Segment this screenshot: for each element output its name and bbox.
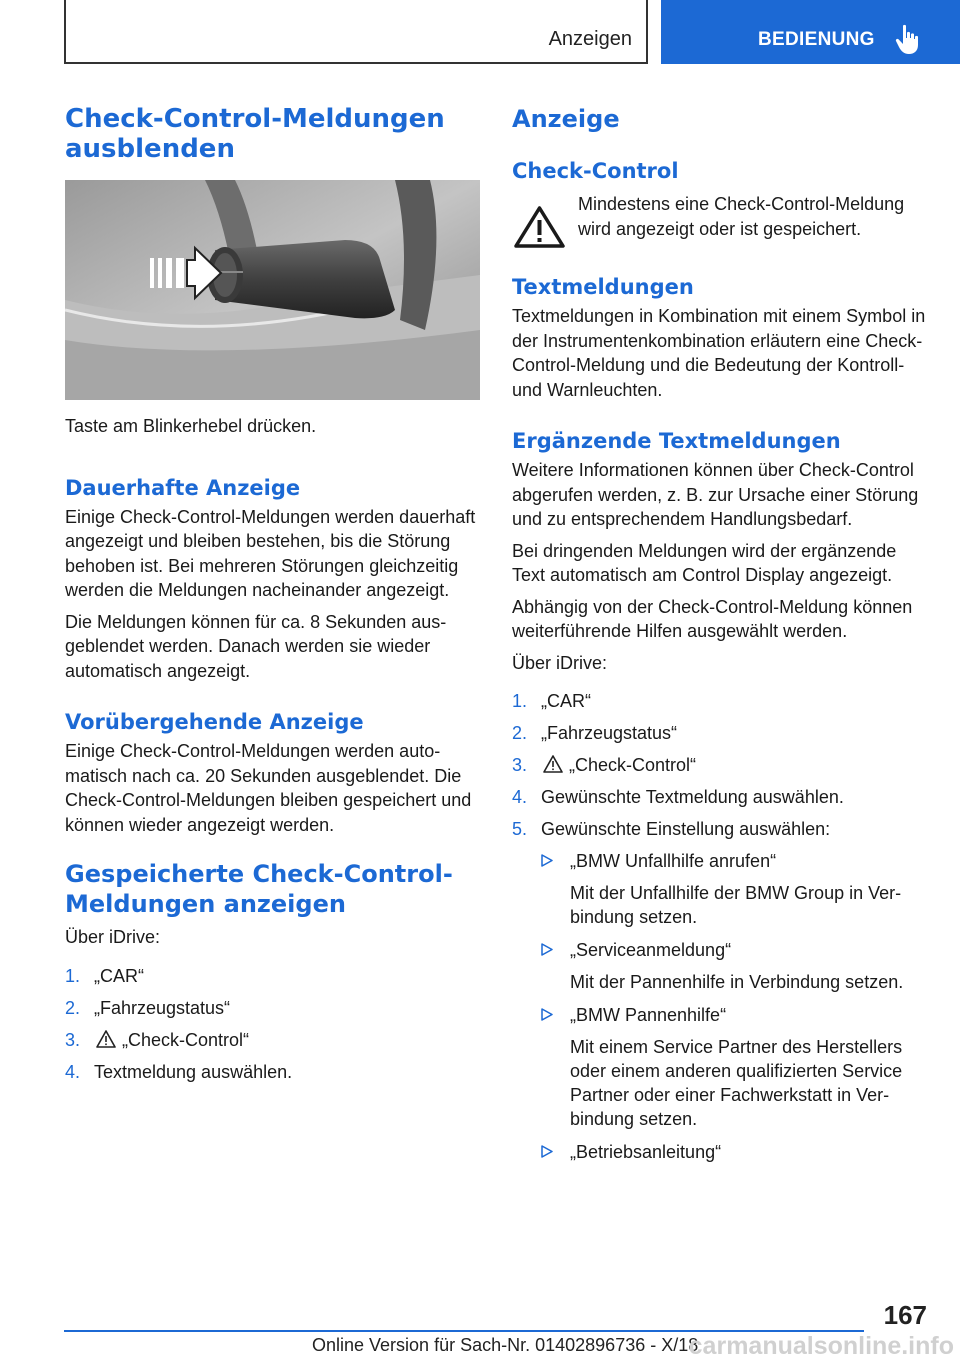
check-control-text: Mindestens eine Check-Control-Meldung wird angezeigt oder ist gespeichert. bbox=[578, 194, 905, 239]
paragraph: Einige Check-Control-Meldungen werden dauerhaft angezeigt und bleiben bestehen, bis die Störung behoben ist. Bei mehreren Störungen gleichzeitig werden die Meldungen nacheinander angezeigt. bbox=[65, 506, 476, 600]
step-list bbox=[65, 964, 480, 1084]
paragraph: Über iDrive: bbox=[512, 652, 608, 673]
heading-voruebergehende-anzeige: Vorübergehende Anzeige bbox=[65, 710, 364, 734]
image-caption: Taste am Blinkerhebel drücken. bbox=[65, 416, 317, 436]
option-list bbox=[541, 849, 927, 1164]
heading-textmeldungen: Textmeldungen bbox=[512, 275, 694, 299]
list-item: 1. „CAR“ bbox=[512, 691, 591, 711]
left-column bbox=[65, 104, 480, 1092]
paragraph: Über iDrive: bbox=[65, 927, 161, 947]
hand-pointer-icon bbox=[895, 24, 921, 56]
option-item: „Serviceanmeldung“ Mit der Pannenhilfe in Verbindung setzen. bbox=[541, 938, 927, 994]
list-item: 4. Textmeldung auswählen. bbox=[65, 1061, 293, 1082]
paragraph: Abhängig von der Check-Control-Meldung können weiterführende Hilfen ausgewählt werden. bbox=[512, 596, 913, 641]
warning-triangle-icon bbox=[543, 755, 563, 773]
triangle-bullet-icon bbox=[541, 854, 553, 867]
header-section-title: Anzeigen bbox=[548, 28, 632, 50]
warning-triangle-icon bbox=[512, 204, 567, 250]
step-list bbox=[512, 689, 927, 841]
heading-dauerhafte-anzeige: Dauerhafte Anzeige bbox=[65, 475, 301, 500]
option-item: „BMW Unfallhilfe anrufen“ Mit der Unfallhilfe der BMW Group in Verbindung setzen. bbox=[541, 849, 927, 929]
watermark: carmanualsonline.info bbox=[688, 1332, 954, 1360]
page-number: 167 bbox=[883, 1300, 927, 1330]
right-column bbox=[512, 104, 927, 1173]
paragraph: Die Meldungen können für ca. 8 Sekunden ausgeblendet werden. Danach werden sie wieder automatisch angezeigt. bbox=[65, 611, 447, 681]
check-control-note bbox=[512, 192, 927, 260]
turn-signal-lever-photo bbox=[65, 180, 480, 400]
list-item: 2. „Fahrzeugstatus“ bbox=[512, 723, 678, 743]
heading-ergaenzende-textmeldungen: Ergänzende Textmeldungen bbox=[512, 429, 841, 453]
heading-gespeicherte-meldungen: Gespeicherte Check-Control-Meldungen anzeigen bbox=[65, 860, 453, 918]
paragraph: Textmeldungen in Kombination mit einem Symbol in der Instrumentenkombination erläutern eine Check-Control-Meldung und die Bedeutung der Kontroll- und Warnleuchten. bbox=[512, 306, 926, 400]
header-frame bbox=[64, 0, 648, 64]
section-title-ausblenden: Check-Control-Meldungen ausblenden bbox=[65, 104, 445, 164]
list-item: 5. Gewünschte Einstellung auswählen: bbox=[512, 819, 831, 839]
footer-text: Online Version für Sach-Nr. 01402896736 - X/18 bbox=[312, 1335, 699, 1355]
list-item: 3. „Check-Control“ bbox=[512, 755, 697, 775]
list-item: 3. „Check-Control“ bbox=[65, 1029, 250, 1050]
triangle-bullet-icon bbox=[541, 1145, 553, 1158]
triangle-bullet-icon bbox=[541, 1008, 553, 1021]
warning-triangle-icon bbox=[96, 1030, 116, 1048]
list-item: 1. „CAR“ bbox=[65, 965, 144, 986]
list-item: 2. „Fahrzeugstatus“ bbox=[65, 997, 231, 1018]
list-item: 4. Gewünschte Textmeldung auswählen. bbox=[512, 787, 844, 807]
heading-check-control: Check-Control bbox=[512, 159, 679, 183]
header-tab-bedienung[interactable] bbox=[661, 0, 960, 64]
option-item: „Betriebsanleitung“ bbox=[541, 1140, 927, 1164]
section-title-anzeige: Anzeige bbox=[512, 105, 620, 133]
paragraph: Bei dringenden Meldungen wird der ergänzende Text automatisch am Control Display angezeigt. bbox=[512, 540, 897, 585]
paragraph: Weitere Informationen können über Check-Control abgerufen werden, z. B. zur Ursache einer Störung und zu entsprechendem Handlungsbedarf. bbox=[512, 460, 919, 529]
option-item: „BMW Pannenhilfe“ Mit einem Service Partner des Herstellers oder einem anderen qualifizierten Service Partner oder einer Fachwerkstatt in Verbindung setzen. bbox=[541, 1003, 927, 1131]
paragraph: Einige Check-Control-Meldungen werden automatisch nach ca. 20 Sekunden ausgeblendet. Die Check-Control-Meldungen bleiben gespeichert und können wieder angezeigt werden. bbox=[65, 741, 472, 835]
triangle-bullet-icon bbox=[541, 943, 553, 956]
header-tab-label: BEDIENUNG bbox=[758, 29, 875, 50]
